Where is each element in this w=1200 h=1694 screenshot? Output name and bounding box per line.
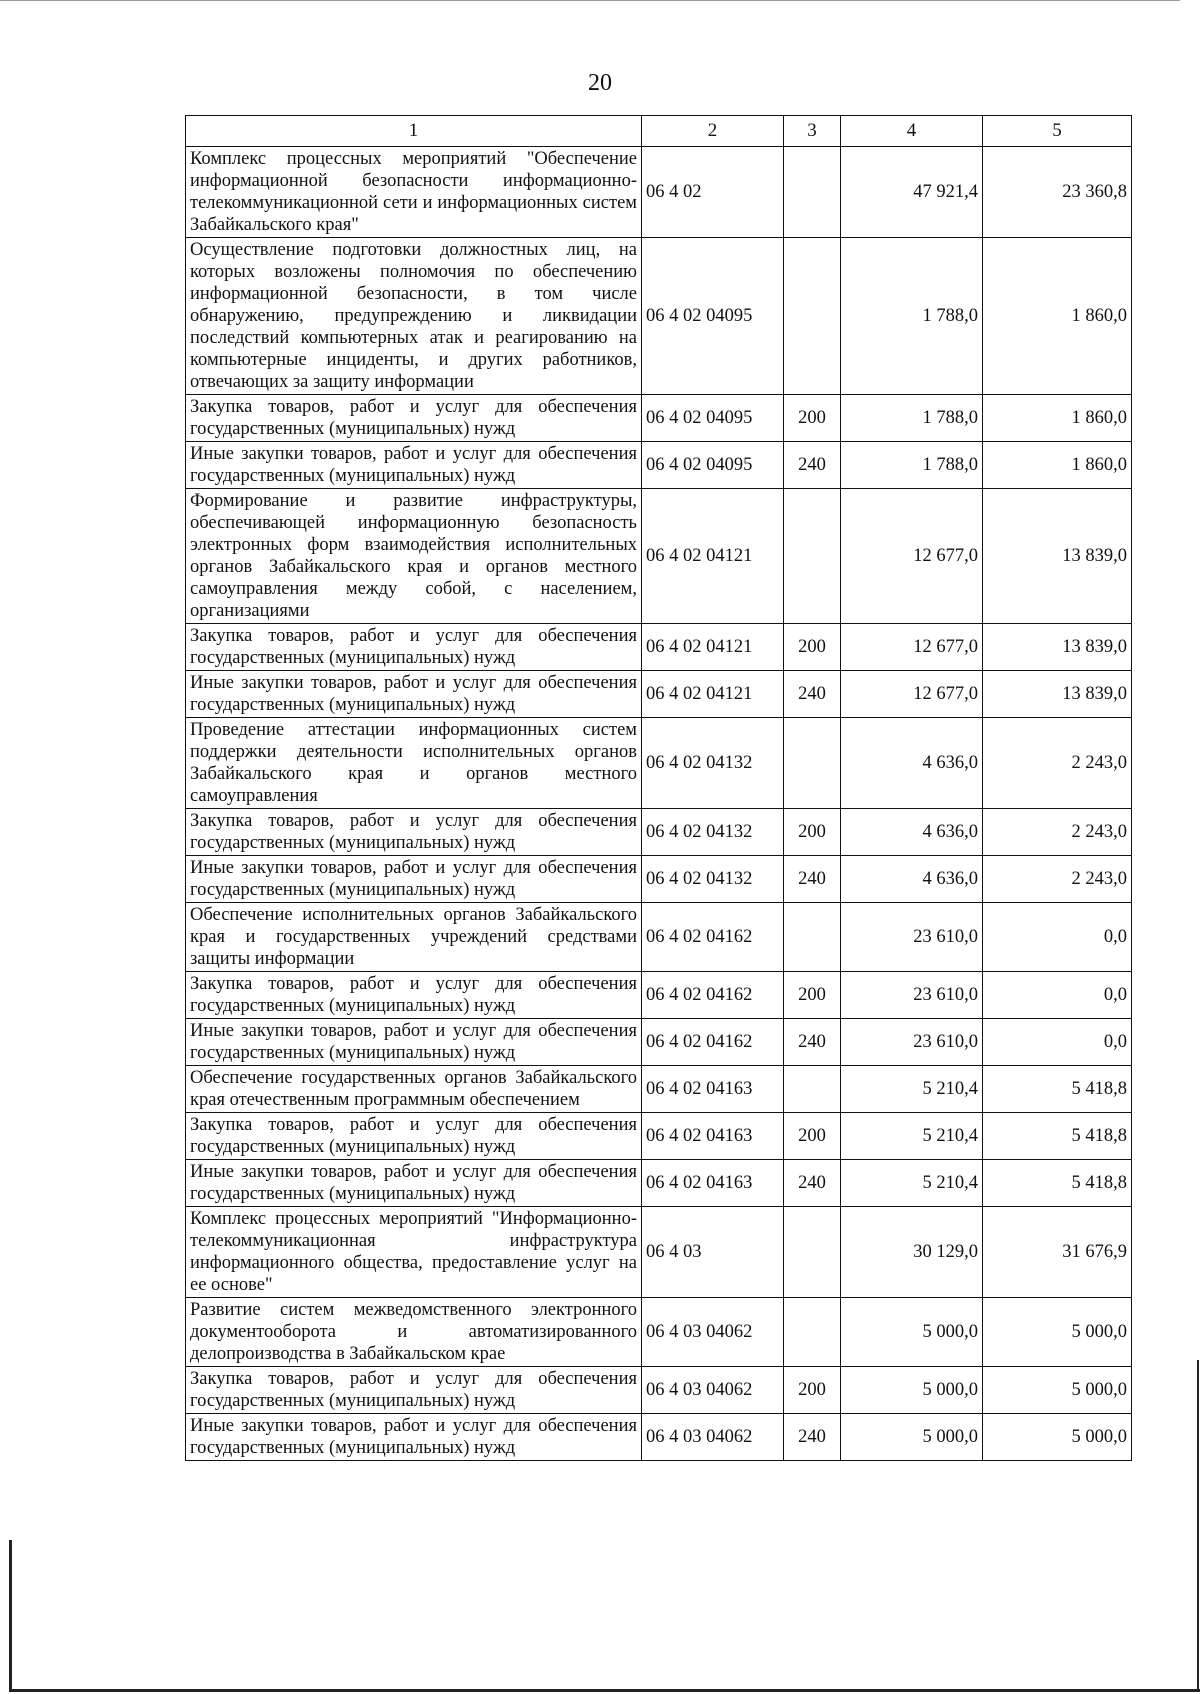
- table-row: [186, 1066, 1132, 1113]
- table-row: [186, 624, 1132, 671]
- row-type-cell: [784, 903, 841, 972]
- row-type-cell: 240: [784, 856, 841, 903]
- row-value-col5-cell: 13 839,0: [983, 671, 1132, 718]
- row-value-col5-cell: 0,0: [983, 903, 1132, 972]
- row-value-col5-cell: 13 839,0: [983, 624, 1132, 671]
- row-value-col4-cell: 47 921,4: [841, 147, 983, 238]
- row-type-cell: [784, 1066, 841, 1113]
- page-number: 20: [588, 70, 612, 96]
- table-row: [186, 1367, 1132, 1414]
- row-value-col5-cell: 5 000,0: [983, 1414, 1132, 1461]
- row-value-col4-cell: 1 788,0: [841, 442, 983, 489]
- row-value-col4-cell: 5 000,0: [841, 1298, 983, 1367]
- table-row: [186, 1019, 1132, 1066]
- table-row: [186, 442, 1132, 489]
- row-code-cell: 06 4 02: [642, 147, 784, 238]
- row-value-col5-cell: 2 243,0: [983, 856, 1132, 903]
- row-code-cell: 06 4 02 04132: [642, 718, 784, 809]
- row-type-cell: 200: [784, 624, 841, 671]
- row-value-col4-cell: 4 636,0: [841, 718, 983, 809]
- row-value-col4-cell: 5 210,4: [841, 1066, 983, 1113]
- row-value-col4-cell: 1 788,0: [841, 395, 983, 442]
- table-row: [186, 671, 1132, 718]
- row-value-col5-cell: 13 839,0: [983, 489, 1132, 624]
- scan-edge-bottom: [9, 1689, 1200, 1692]
- table-row: [186, 1160, 1132, 1207]
- row-value-col5-cell: 5 000,0: [983, 1298, 1132, 1367]
- row-name-cell: Иные закупки товаров, работ и услуг для обеспечения государственных (муниципальных) нужд: [186, 856, 642, 903]
- row-name-cell: Закупка товаров, работ и услуг для обеспечения государственных (муниципальных) нужд: [186, 395, 642, 442]
- table-row: [186, 489, 1132, 624]
- row-value-col4-cell: 5 210,4: [841, 1160, 983, 1207]
- row-code-cell: 06 4 02 04163: [642, 1113, 784, 1160]
- row-name-cell: Иные закупки товаров, работ и услуг для обеспечения государственных (муниципальных) нужд: [186, 1019, 642, 1066]
- row-type-cell: [784, 238, 841, 395]
- row-value-col4-cell: 4 636,0: [841, 856, 983, 903]
- row-code-cell: 06 4 02 04095: [642, 442, 784, 489]
- row-name-cell: Формирование и развитие инфраструктуры, обеспечивающей информационную безопасность электронных форм взаимодействия исполнительных органов Забайкальского края и органов местного самоуправления между собой, с населением, организациями: [186, 489, 642, 624]
- row-type-cell: [784, 718, 841, 809]
- row-code-cell: 06 4 02 04163: [642, 1066, 784, 1113]
- row-name-cell: Осуществление подготовки должностных лиц, на которых возложены полномочия по обеспечению информационной безопасности, в том числе обнаружению, предупреждению и ликвидации последствий компьютерных атак и реагированию на компьютерные инциденты, и других работников, отвечающих за защиту информации: [186, 238, 642, 395]
- table-row: [186, 147, 1132, 238]
- row-value-col4-cell: 1 788,0: [841, 238, 983, 395]
- row-value-col4-cell: 5 210,4: [841, 1113, 983, 1160]
- row-type-cell: 240: [784, 442, 841, 489]
- row-value-col5-cell: 5 418,8: [983, 1160, 1132, 1207]
- row-value-col4-cell: 30 129,0: [841, 1207, 983, 1298]
- row-name-cell: Проведение аттестации информационных систем поддержки деятельности исполнительных органов Забайкальского края и органов местного самоуправления: [186, 718, 642, 809]
- table-row: [186, 1414, 1132, 1461]
- row-value-col5-cell: 2 243,0: [983, 809, 1132, 856]
- row-value-col4-cell: 12 677,0: [841, 671, 983, 718]
- row-value-col4-cell: 23 610,0: [841, 903, 983, 972]
- row-name-cell: Обеспечение исполнительных органов Забайкальского края и государственных учреждений средствами защиты информации: [186, 903, 642, 972]
- row-value-col5-cell: 0,0: [983, 972, 1132, 1019]
- header-col-2: 2: [642, 116, 784, 147]
- row-code-cell: 06 4 02 04163: [642, 1160, 784, 1207]
- row-value-col5-cell: 1 860,0: [983, 238, 1132, 395]
- row-code-cell: 06 4 02 04162: [642, 903, 784, 972]
- row-code-cell: 06 4 02 04121: [642, 671, 784, 718]
- table-row: [186, 1113, 1132, 1160]
- row-value-col5-cell: 1 860,0: [983, 442, 1132, 489]
- row-code-cell: 06 4 02 04132: [642, 809, 784, 856]
- row-name-cell: Закупка товаров, работ и услуг для обеспечения государственных (муниципальных) нужд: [186, 1113, 642, 1160]
- row-type-cell: 200: [784, 809, 841, 856]
- row-name-cell: Закупка товаров, работ и услуг для обеспечения государственных (муниципальных) нужд: [186, 809, 642, 856]
- row-code-cell: 06 4 02 04095: [642, 395, 784, 442]
- row-value-col4-cell: 5 000,0: [841, 1414, 983, 1461]
- row-code-cell: 06 4 02 04162: [642, 1019, 784, 1066]
- row-value-col5-cell: 5 000,0: [983, 1367, 1132, 1414]
- row-name-cell: Иные закупки товаров, работ и услуг для обеспечения государственных (муниципальных) нужд: [186, 442, 642, 489]
- row-type-cell: 240: [784, 1414, 841, 1461]
- row-code-cell: 06 4 02 04132: [642, 856, 784, 903]
- row-name-cell: Закупка товаров, работ и услуг для обеспечения государственных (муниципальных) нужд: [186, 1367, 642, 1414]
- table-header-row: [186, 116, 1132, 147]
- table-row: [186, 1207, 1132, 1298]
- row-name-cell: Обеспечение государственных органов Забайкальского края отечественным программным обеспечением: [186, 1066, 642, 1113]
- row-value-col4-cell: 23 610,0: [841, 972, 983, 1019]
- row-value-col5-cell: 5 418,8: [983, 1066, 1132, 1113]
- table-row: [186, 972, 1132, 1019]
- row-code-cell: 06 4 03: [642, 1207, 784, 1298]
- row-type-cell: [784, 1298, 841, 1367]
- row-name-cell: Иные закупки товаров, работ и услуг для обеспечения государственных (муниципальных) нужд: [186, 1414, 642, 1461]
- row-type-cell: 240: [784, 1019, 841, 1066]
- row-value-col5-cell: 2 243,0: [983, 718, 1132, 809]
- table-row: [186, 718, 1132, 809]
- row-value-col5-cell: 1 860,0: [983, 395, 1132, 442]
- row-name-cell: Иные закупки товаров, работ и услуг для обеспечения государственных (муниципальных) нужд: [186, 1160, 642, 1207]
- row-value-col5-cell: 23 360,8: [983, 147, 1132, 238]
- row-code-cell: 06 4 02 04095: [642, 238, 784, 395]
- table-row: [186, 809, 1132, 856]
- table-row: [186, 856, 1132, 903]
- table-body: [186, 147, 1132, 1461]
- row-value-col5-cell: 0,0: [983, 1019, 1132, 1066]
- row-code-cell: 06 4 03 04062: [642, 1414, 784, 1461]
- scan-edge-top: [0, 0, 1180, 1]
- table-row: [186, 1298, 1132, 1367]
- row-value-col5-cell: 31 676,9: [983, 1207, 1132, 1298]
- row-code-cell: 06 4 02 04121: [642, 624, 784, 671]
- row-code-cell: 06 4 02 04162: [642, 972, 784, 1019]
- row-type-cell: 200: [784, 1113, 841, 1160]
- budget-table: [185, 115, 1132, 1461]
- table-row: [186, 903, 1132, 972]
- row-value-col4-cell: 12 677,0: [841, 624, 983, 671]
- row-type-cell: 200: [784, 1367, 841, 1414]
- row-name-cell: Комплекс процессных мероприятий "Обеспечение информационной безопасности информационно-телекоммуникационной сети и информационных систем Забайкальского края": [186, 147, 642, 238]
- row-name-cell: Иные закупки товаров, работ и услуг для обеспечения государственных (муниципальных) нужд: [186, 671, 642, 718]
- row-type-cell: 200: [784, 395, 841, 442]
- row-value-col4-cell: 4 636,0: [841, 809, 983, 856]
- header-col-5: 5: [983, 116, 1132, 147]
- row-code-cell: 06 4 03 04062: [642, 1367, 784, 1414]
- scan-edge-left: [9, 1540, 12, 1690]
- header-col-3: 3: [784, 116, 841, 147]
- row-name-cell: Закупка товаров, работ и услуг для обеспечения государственных (муниципальных) нужд: [186, 972, 642, 1019]
- row-value-col4-cell: 23 610,0: [841, 1019, 983, 1066]
- header-col-1: 1: [186, 116, 642, 147]
- header-col-4: 4: [841, 116, 983, 147]
- row-value-col4-cell: 12 677,0: [841, 489, 983, 624]
- row-type-cell: [784, 489, 841, 624]
- row-name-cell: Комплекс процессных мероприятий "Информационно-телекоммуникационная инфраструктура информационного общества, предоставление услуг на ее основе": [186, 1207, 642, 1298]
- row-type-cell: 240: [784, 1160, 841, 1207]
- row-type-cell: 240: [784, 671, 841, 718]
- row-type-cell: [784, 147, 841, 238]
- scan-edge-right: [1197, 1360, 1199, 1690]
- row-value-col4-cell: 5 000,0: [841, 1367, 983, 1414]
- row-type-cell: [784, 1207, 841, 1298]
- row-code-cell: 06 4 03 04062: [642, 1298, 784, 1367]
- row-code-cell: 06 4 02 04121: [642, 489, 784, 624]
- row-name-cell: Развитие систем межведомственного электронного документооборота и автоматизированного делопроизводства в Забайкальском крае: [186, 1298, 642, 1367]
- row-type-cell: 200: [784, 972, 841, 1019]
- table-row: [186, 238, 1132, 395]
- row-name-cell: Закупка товаров, работ и услуг для обеспечения государственных (муниципальных) нужд: [186, 624, 642, 671]
- table-row: [186, 395, 1132, 442]
- row-value-col5-cell: 5 418,8: [983, 1113, 1132, 1160]
